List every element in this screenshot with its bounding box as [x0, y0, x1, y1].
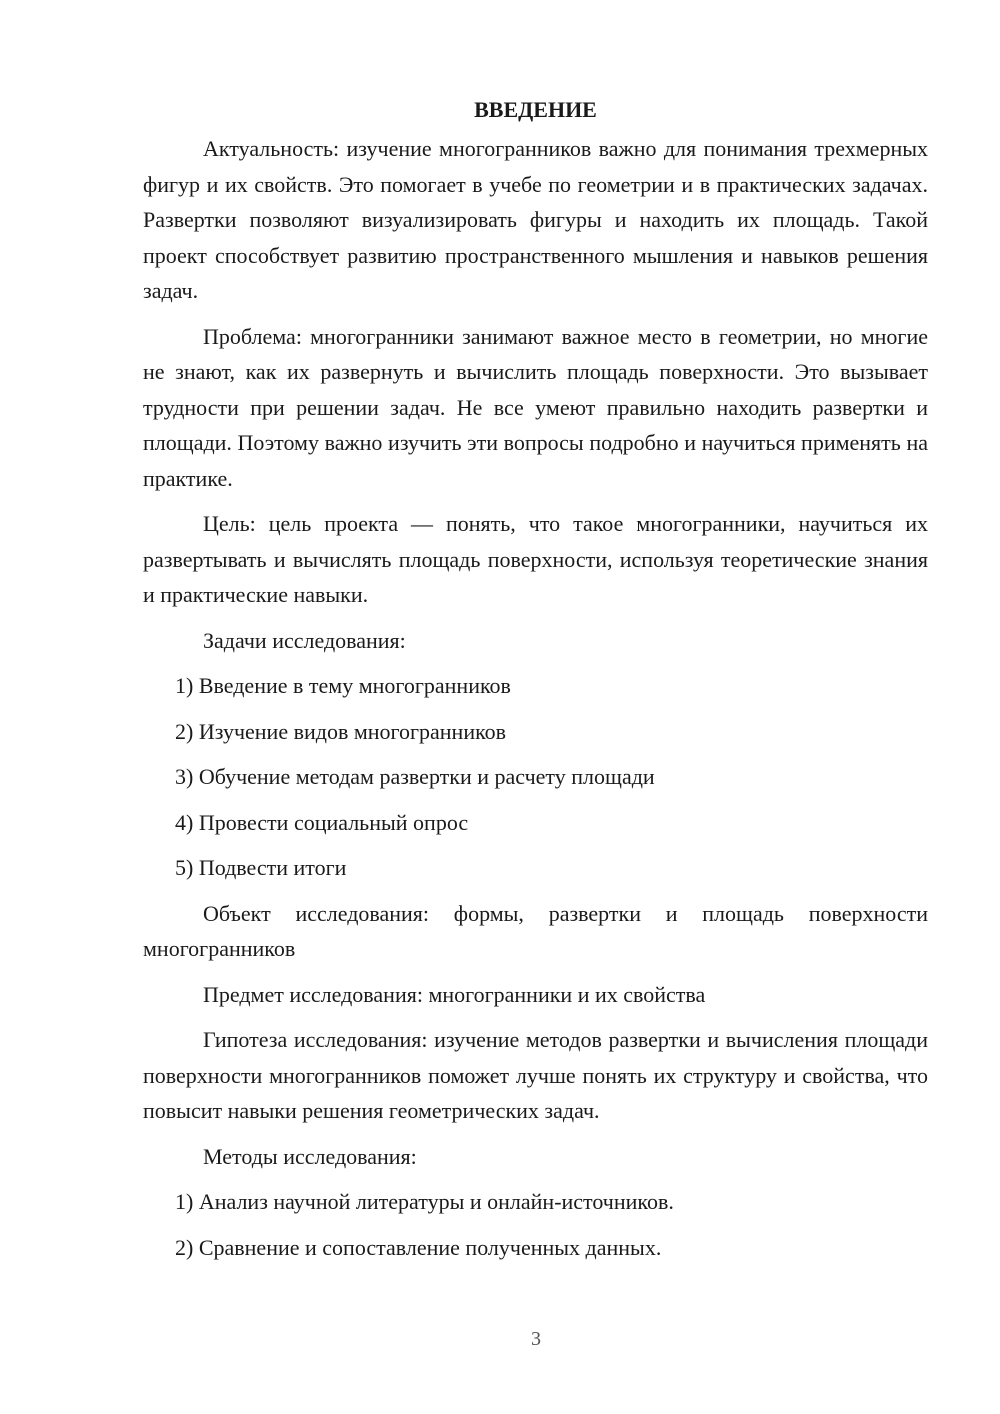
section-heading: ВВЕДЕНИЕ [474, 97, 597, 122]
tasks-title: Задачи исследования: [203, 627, 406, 653]
relevance-paragraph: Актуальность: изучение многогранников важно для понимания трехмерных фигур и их свойств. Это помогает в учебе по геометрии и в практических задачах. Развертки позволяют визуализировать фигуры и находить их площадь. Такой проект способствует развитию пространственного мышления и навыков решения задач. [143, 136, 928, 303]
goal-paragraph: Цель: цель проекта — понять, что такое многогранники, научиться их развертывать и вычислять площадь поверхности, используя теоретические знания и практические навыки. [143, 511, 928, 607]
task-item: 4) Провести социальный опрос [175, 809, 469, 835]
object-paragraph: Объект исследования: формы, развертки и площадь поверхности многогранников [143, 900, 928, 961]
task-item: 5) Подвести итоги [175, 855, 347, 880]
method-item: 2) Сравнение и сопоставление полученных данных. [175, 1234, 662, 1260]
subject-paragraph: Предмет исследования: многогранники и их свойства [203, 981, 706, 1007]
methods-list [143, 1184, 928, 1265]
problem-paragraph: Проблема: многогранники занимают важное место в геометрии, но многие не знают, как их развернуть и вычислить площадь поверхности. Это вызывает трудности при решении задач. Не все умеют правильно находить развертки и площади. Поэтому важно изучить эти вопросы подробно и научиться применять на практике. [143, 323, 928, 491]
hypothesis-paragraph: Гипотеза исследования: изучение методов развертки и вычисления площади поверхности многогранников поможет лучше понять их структуру и свойства, что повысит навыки решения геометрических задач. [143, 1027, 928, 1123]
document-page [143, 92, 928, 1275]
page-number: 3 [531, 1328, 541, 1350]
tasks-list [143, 668, 928, 886]
task-item: 2) Изучение видов многогранников [175, 718, 507, 744]
methods-title: Методы исследования: [203, 1143, 417, 1169]
task-item: 1) Введение в тему многогранников [175, 673, 511, 698]
method-item: 1) Анализ научной литературы и онлайн-источников. [175, 1189, 674, 1214]
task-item: 3) Обучение методам развертки и расчету площади [175, 764, 655, 789]
